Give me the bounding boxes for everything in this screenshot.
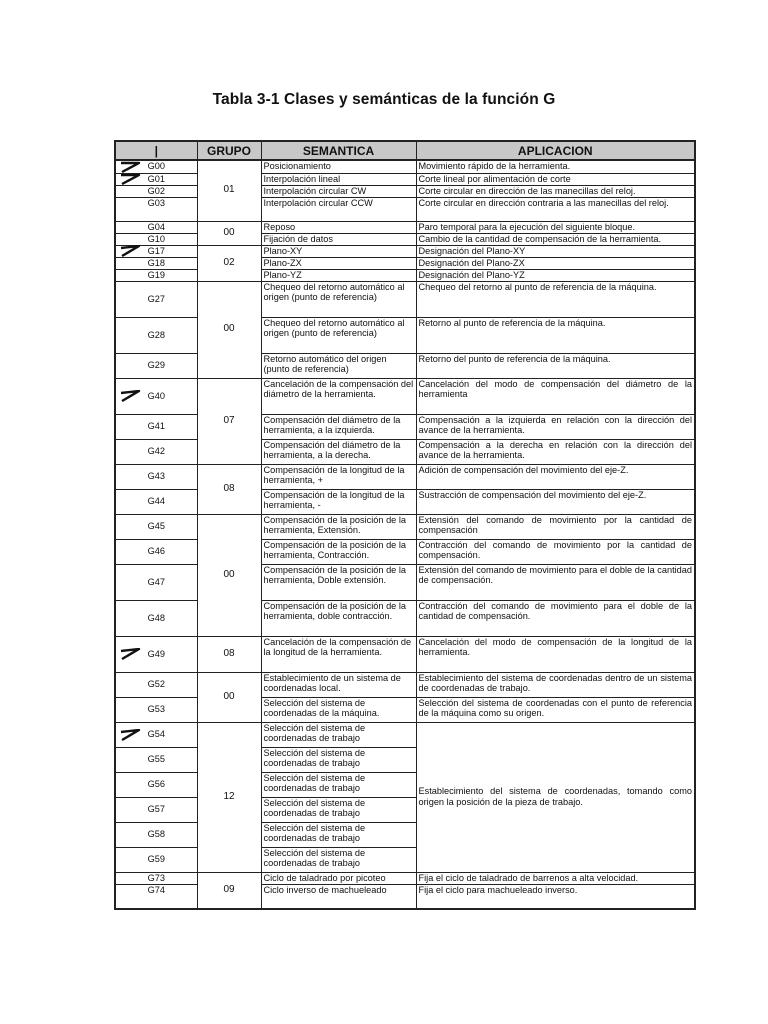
header-semantic: SEMANTICA [261,141,416,160]
g-code: G44 [115,489,197,514]
table-row [115,672,695,697]
g-code: G42 [115,439,197,464]
group-value: 07 [197,378,261,464]
table-row [115,281,695,317]
application-cell: Extensión del comando de movimiento para el doble de la cantidad de compensación. [416,564,695,600]
application-cell: Corte circular en dirección contraria a las manecillas del reloj. [416,197,695,221]
g-code: G48 [115,600,197,636]
semantic-cell: Plano-YZ [261,269,416,281]
table-title: Tabla 3-1 Clases y semánticas de la función G [212,91,556,108]
g-code: G57 [115,797,197,822]
semantic-cell: Compensación de la posición de la herramienta, Extensión. [261,514,416,539]
semantic-cell: Selección del sistema de coordenadas de trabajo [261,797,416,822]
application-cell: Selección del sistema de coordenadas con el punto de referencia de la máquina como su origen. [416,697,695,722]
application-cell: Retorno al punto de referencia de la máquina. [416,317,695,353]
application-cell: Fija el ciclo de taladrado de barrenos a alta velocidad. [416,872,695,884]
application-cell: Compensación a la izquierda en relación con la dirección del avance de la herramienta. [416,414,695,439]
semantic-cell: Compensación de la posición de la herramienta, Doble extensión. [261,564,416,600]
default-mode-check-icon [119,161,141,173]
application-cell: Corte lineal por alimentación de corte [416,173,695,185]
application-cell: Cancelación del modo de compensación del diámetro de la herramienta [416,378,695,414]
semantic-cell: Ciclo de taladrado por picoteo [261,872,416,884]
application-cell: Sustracción de compensación del movimiento del eje-Z. [416,489,695,514]
g-code: G52 [115,672,197,697]
application-cell: Fija el ciclo para machueleado inverso. [416,884,695,909]
table-row [115,872,695,884]
g-code: G46 [115,539,197,564]
g-code: G18 [115,257,197,269]
group-value: 08 [197,636,261,672]
g-code: G03 [115,197,197,221]
group-value: 00 [197,221,261,245]
group-value: 01 [197,160,261,221]
application-cell: Designación del Plano-XY [416,245,695,257]
semantic-cell: Establecimiento de un sistema de coordenadas local. [261,672,416,697]
g-code: G73 [115,872,197,884]
application-cell: Cambio de la cantidad de compensación de la herramienta. [416,233,695,245]
group-value: 02 [197,245,261,281]
group-value: 00 [197,672,261,722]
table-row [115,722,695,747]
semantic-cell: Interpolación circular CCW [261,197,416,221]
g-function-table [114,140,696,910]
g-code: G45 [115,514,197,539]
semantic-cell: Compensación de la posición de la herramienta, doble contracción. [261,600,416,636]
g-code: G54 [147,729,165,740]
g-code: G47 [115,564,197,600]
semantic-cell: Compensación del diámetro de la herramienta, a la derecha. [261,439,416,464]
semantic-cell: Chequeo del retorno automático al origen (punto de referencia) [261,281,416,317]
semantic-cell: Cancelación de la compensación de la longitud de la herramienta. [261,636,416,672]
semantic-cell: Reposo [261,221,416,233]
g-code: G55 [115,747,197,772]
application-cell: Contracción del comando de movimiento por la cantidad de compensación. [416,539,695,564]
application-cell: Paro temporal para la ejecución del siguiente bloque. [416,221,695,233]
application-cell: Retorno del punto de referencia de la máquina. [416,353,695,378]
g-code: G53 [115,697,197,722]
table-row [115,464,695,489]
application-cell: Extensión del comando de movimiento por la cantidad de compensación [416,514,695,539]
application-cell: Designación del Plano-ZX [416,257,695,269]
g-code: G19 [115,269,197,281]
semantic-cell: Posicionamiento [261,160,416,173]
g-code: G02 [115,185,197,197]
g-code: G58 [115,822,197,847]
group-value: 08 [197,464,261,514]
application-cell: Corte circular en dirección de las manecillas del reloj. [416,185,695,197]
table-row [115,221,695,233]
application-cell: Cancelación del modo de compensación de la longitud de la herramienta. [416,636,695,672]
table-row [115,378,695,414]
g-code: G00 [147,161,165,172]
group-value: 09 [197,872,261,909]
application-cell: Compensación a la derecha en relación con la dirección del avance de la herramienta. [416,439,695,464]
semantic-cell: Selección del sistema de coordenadas de trabajo [261,847,416,872]
g-code: G74 [115,884,197,909]
g-code: G29 [115,353,197,378]
semantic-cell: Selección del sistema de coordenadas de la máquina. [261,697,416,722]
application-cell: Adición de compensación del movimiento del eje-Z. [416,464,695,489]
header-application: APLICACION [416,141,695,160]
semantic-cell: Compensación de la longitud de la herramienta, + [261,464,416,489]
g-code: G40 [147,390,165,401]
application-cell: Establecimiento del sistema de coordenadas, tomando como origen la posición de la pieza de trabajo. [416,722,695,872]
semantic-cell: Chequeo del retorno automático al origen (punto de referencia) [261,317,416,353]
default-mode-check-icon [119,729,141,741]
semantic-cell: Plano-ZX [261,257,416,269]
group-value: 00 [197,514,261,636]
semantic-cell: Compensación de la posición de la herramienta, Contracción. [261,539,416,564]
semantic-cell: Retorno automático del origen (punto de referencia) [261,353,416,378]
application-cell: Establecimiento del sistema de coordenadas dentro de un sistema de coordenadas de trabajo. [416,672,695,697]
table-row [115,514,695,539]
table-row [115,636,695,672]
default-mode-check-icon [119,173,141,185]
g-code: G04 [115,221,197,233]
application-cell: Chequeo del retorno al punto de referencia de la máquina. [416,281,695,317]
semantic-cell: Compensación del diámetro de la herramienta, a la izquierda. [261,414,416,439]
g-code: G01 [147,173,165,184]
semantic-cell: Cancelación de la compensación del diámetro de la herramienta. [261,378,416,414]
semantic-cell: Ciclo inverso de machueleado [261,884,416,909]
semantic-cell: Selección del sistema de coordenadas de trabajo [261,822,416,847]
semantic-cell: Plano-XY [261,245,416,257]
g-code: G59 [115,847,197,872]
g-code: G10 [115,233,197,245]
semantic-cell: Compensación de la longitud de la herramienta, - [261,489,416,514]
default-mode-check-icon [119,648,141,660]
application-cell: Movimiento rápido de la herramienta. [416,160,695,173]
semantic-cell: Interpolación circular CW [261,185,416,197]
g-code: G56 [115,772,197,797]
application-cell: Designación del Plano-YZ [416,269,695,281]
default-mode-check-icon [119,245,141,257]
g-code: G41 [115,414,197,439]
group-value: 00 [197,281,261,378]
g-code: G43 [115,464,197,489]
header-group: GRUPO [197,141,261,160]
g-code: G28 [115,317,197,353]
header-code: | [115,141,197,160]
semantic-cell: Selección del sistema de coordenadas de trabajo [261,772,416,797]
table-row [115,160,695,173]
g-code: G49 [147,648,165,659]
semantic-cell: Fijación de datos [261,233,416,245]
application-cell: Contracción del comando de movimiento para el doble de la cantidad de compensación. [416,600,695,636]
semantic-cell: Selección del sistema de coordenadas de trabajo [261,722,416,747]
group-value: 12 [197,722,261,872]
default-mode-check-icon [119,390,141,402]
g-code: G27 [115,281,197,317]
semantic-cell: Selección del sistema de coordenadas de trabajo [261,747,416,772]
table-row [115,245,695,257]
g-code: G17 [147,245,165,256]
semantic-cell: Interpolación lineal [261,173,416,185]
